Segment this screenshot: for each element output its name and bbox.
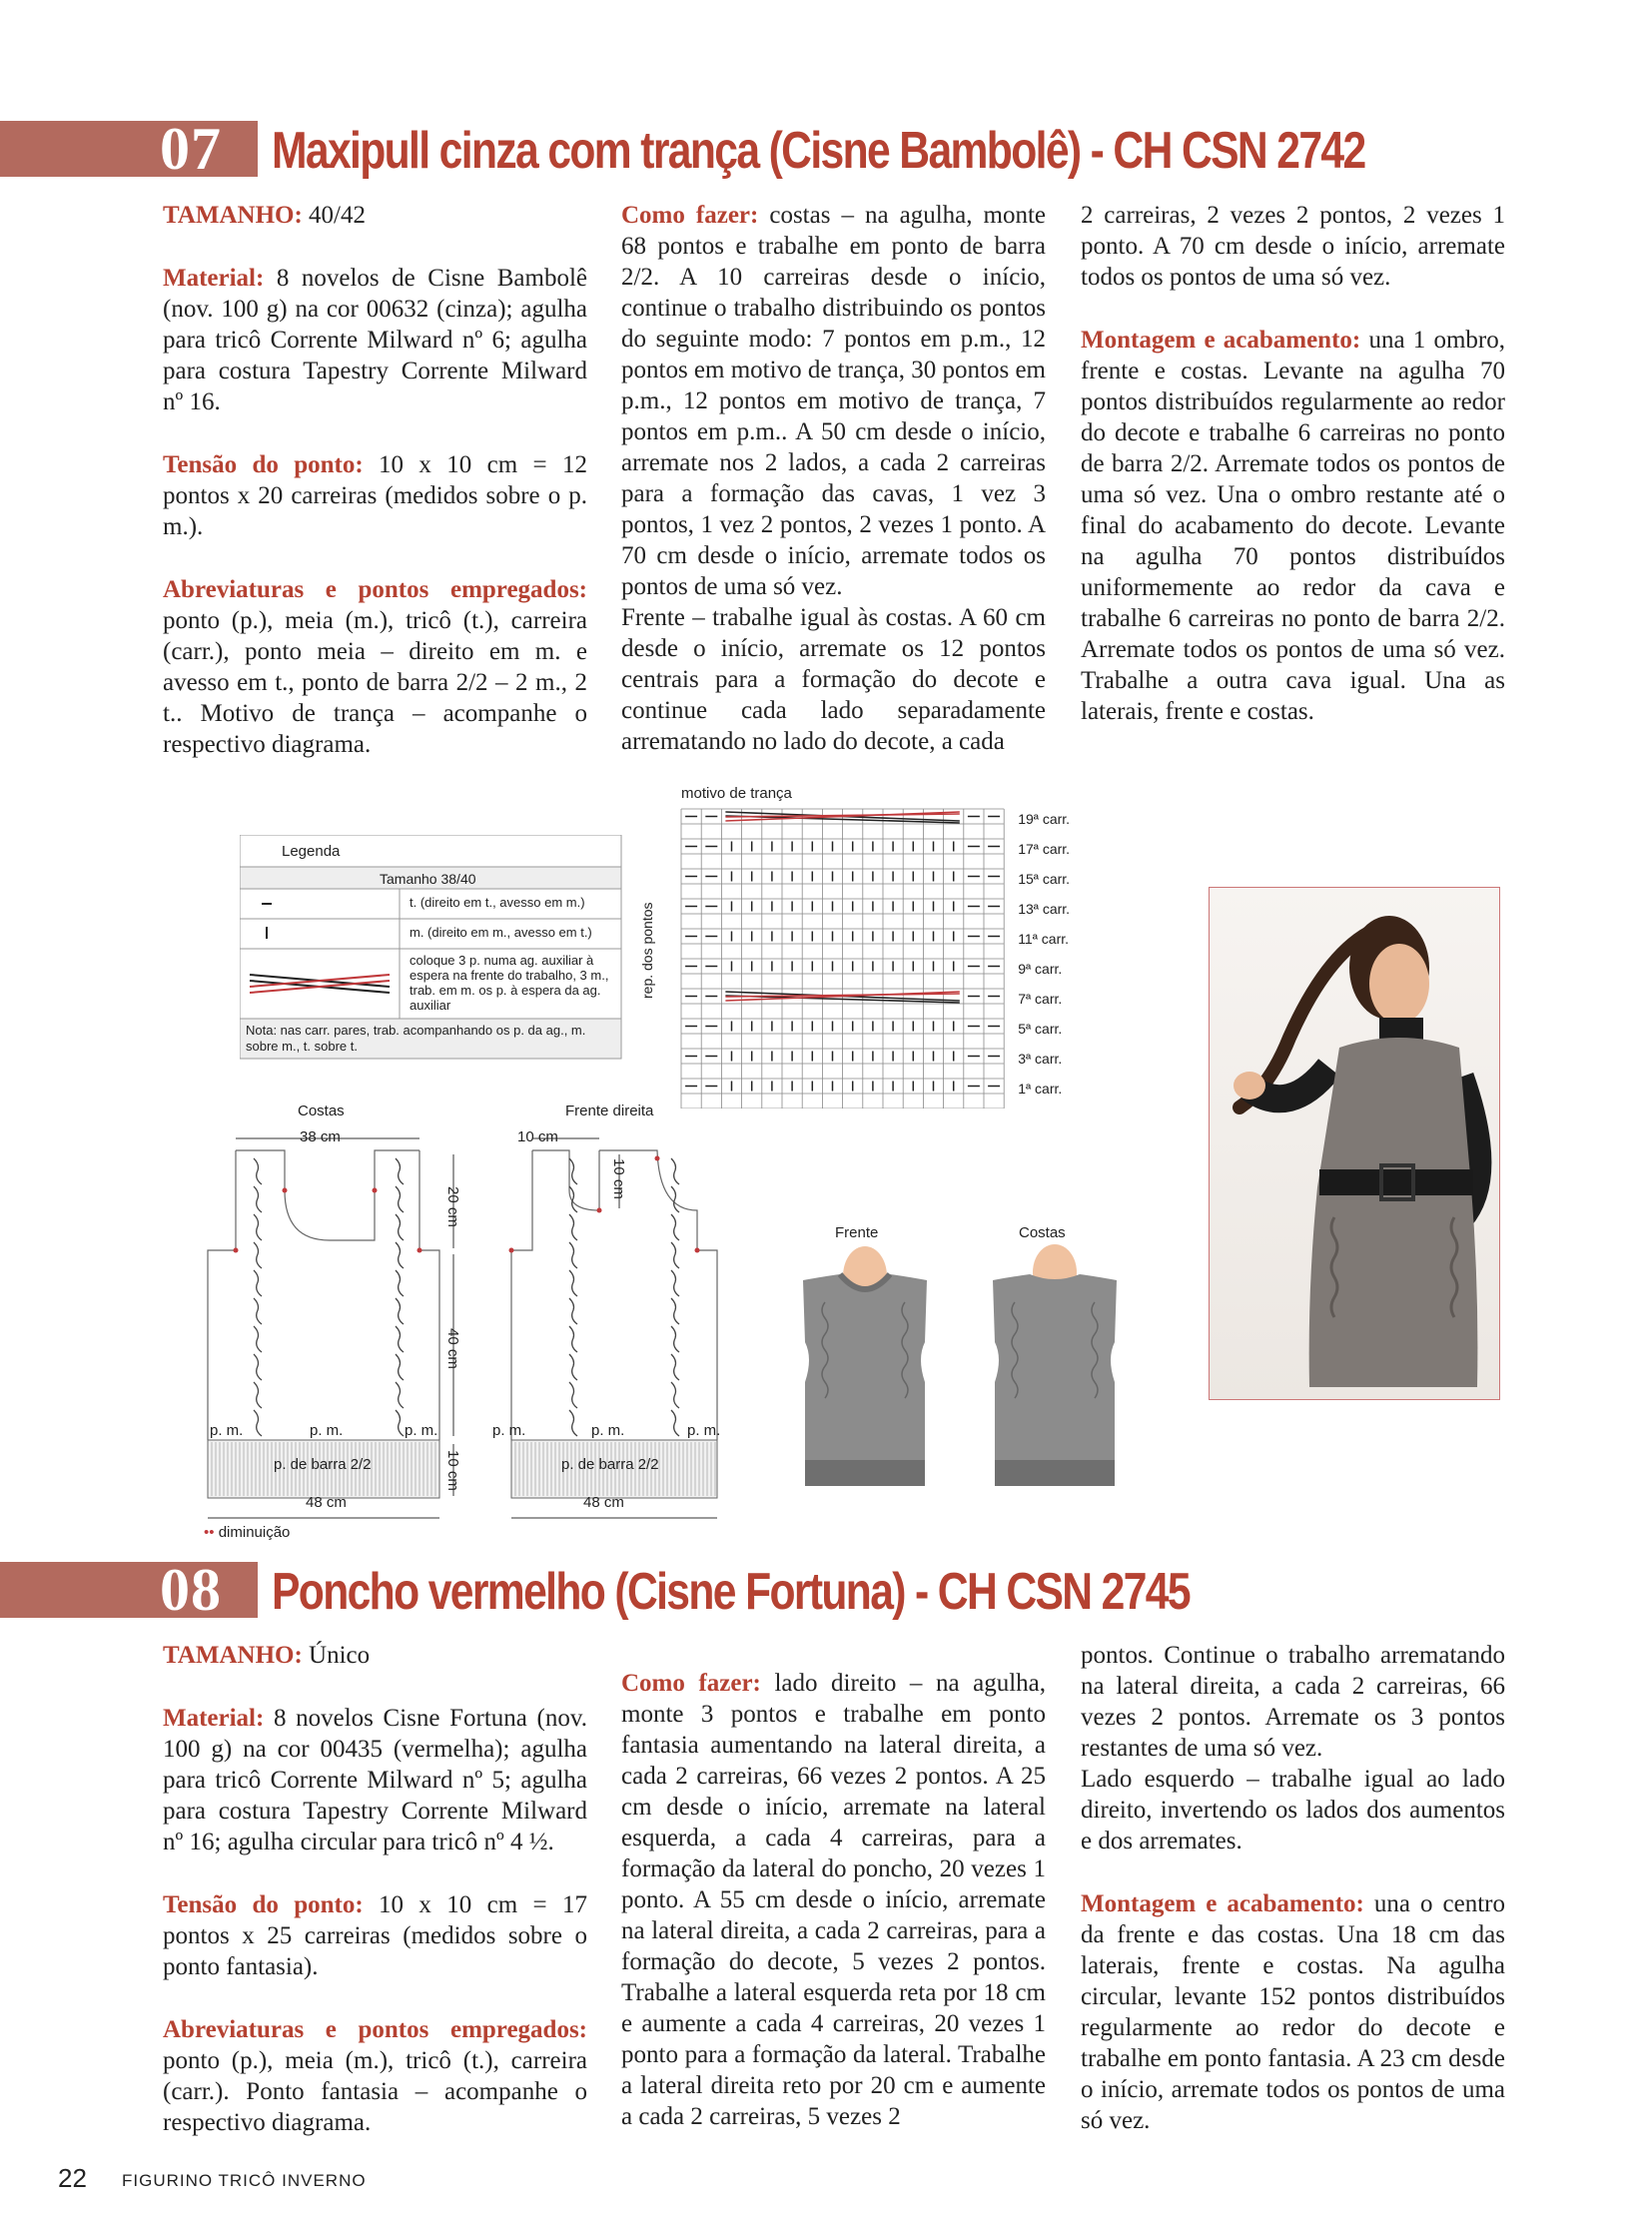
section-07-number: 07	[160, 116, 222, 182]
chart-row-label: 9ª carr.	[1018, 961, 1063, 977]
assembly-label: Montagem e acabamento:	[1081, 327, 1361, 354]
schematic-front-label: Frente direita	[565, 1103, 654, 1119]
page-number: 22	[58, 2163, 87, 2193]
material-label-08: Material:	[163, 1705, 265, 1732]
material-label: Material:	[163, 265, 265, 292]
legend-row3: coloque 3 p. numa ag. auxiliar à espera na frente do trabalho, 3 m., trab. em m. os p. à espera da ag. auxiliar	[410, 953, 609, 1013]
dim-40cm: 40 cm	[444, 1328, 461, 1369]
how-to-text: costas – na agulha, monte 68 pontos e trabalhe em ponto de barra 2/2. A 10 carreiras desde o início, continue o trabalho distribuindo os pontos do seguinte modo: 7 pontos em p.m., 12 pontos em motivo de trança, 30 pontos em p.m., 12 pontos em motivo de trança, 7 pontos em p.m.. A 50 cm desde o início, arremate nos 2 lados, a cada 2 carreiras para a formação das cavas, 1 vez 3 pontos, 1 vez 2 pontos, 2 vezes 1 ponto. A 70 cm desde o início, arremate todos os pontos de uma só vez.	[621, 202, 1046, 600]
section-07-title: Maxipull cinza com trança (Cisne Bambolê) - CH CSN 2742	[272, 122, 1365, 180]
abbreviations-text: ponto (p.), meia (m.), tricô (t.), carreira (carr.), ponto meia – direito em m. e avesso em t., ponto de barra 2/2 – 2 m., 2 t.. Motivo de trança – acompanhe o respectivo diagrama.	[163, 607, 587, 758]
size-label-08: TAMANHO:	[163, 1642, 303, 1669]
model-photo	[1209, 887, 1500, 1400]
section-08-col1	[163, 1640, 587, 2138]
chart-row-label: 13ª carr.	[1018, 901, 1071, 917]
back-pm-right: p. m.	[405, 1422, 438, 1439]
assembly-label-08: Montagem e acabamento:	[1081, 1890, 1364, 1917]
decrease-marker-icon: ••	[204, 1524, 215, 1541]
col3-text-08: pontos. Continue o trabalho arrematando na lateral direita, a cada 2 carreiras, 66 vezes 2 pontos. Arremate os 3 pontos restantes de uma só vez.	[1081, 1642, 1505, 1762]
decrease-legend	[204, 1524, 290, 1541]
section-08-title: Poncho vermelho (Cisne Fortuna) - CH CSN 2745	[272, 1563, 1190, 1621]
garment-front-illustration	[785, 1242, 945, 1498]
chart-side-label: rep. dos pontos	[639, 902, 655, 999]
assembly-text: una 1 ombro, frente e costas. Levante na agulha 70 pontos distribuídos regularmente ao redor do decote e trabalhe 6 carreiras no ponto de barra 2/2. Arremate todos os pontos de uma só vez. Una o ombro restante até o final do acabamento do decote. Levante na agulha 70 pontos distribuídos uniformemente ao redor da cava e trabalhe 6 carreiras no ponto de barra 2/2. Arremate todos os pontos de uma só vez. Trabalhe a outra cava igual. Una as laterais, frente e costas.	[1081, 327, 1505, 725]
chart-row-label: 1ª carr.	[1018, 1081, 1063, 1097]
section-08-col2	[621, 1668, 1046, 2132]
legend-row1: t. (direito em t., avesso em m.)	[410, 895, 585, 910]
schematic-drawing	[200, 1118, 739, 1538]
front-pm-center: p. m.	[591, 1422, 625, 1439]
dim-38cm: 38 cm	[300, 1128, 341, 1145]
legend-size: Tamanho 38/40	[380, 871, 476, 887]
material-text: 8 novelos de Cisne Bambolê (nov. 100 g) na cor 00632 (cinza); agulha para tricô Corrente Milward nº 6; agulha para costura Tapestry Corrente Milward nº 16.	[163, 265, 587, 415]
back-pm-left: p. m.	[210, 1422, 244, 1439]
chart-row-label: 7ª carr.	[1018, 991, 1063, 1007]
tension-text: 10 x 10 cm = 12 pontos x 20 carreiras (medidos sobre o p. m.).	[163, 451, 587, 540]
legend-title: Legenda	[282, 843, 341, 860]
how-to-label-08: Como fazer:	[621, 1670, 761, 1697]
section-07-col1	[163, 200, 587, 760]
dim-20cm: 20 cm	[444, 1186, 461, 1227]
chart-row-label: 11ª carr.	[1018, 931, 1070, 947]
section-08-col3	[1081, 1640, 1505, 2136]
tension-label: Tensão do ponto:	[163, 451, 364, 478]
section-08-number: 08	[160, 1557, 222, 1623]
how-to-text-08: lado direito – na agulha, monte 3 pontos e trabalhe em ponto fantasia aumentando na lateral direita, a cada 2 carreiras, 66 vezes 2 pontos. A 25 cm desde o início, arremate na lateral esquerda, a cada 4 carreiras, para a formação da lateral do poncho, 20 vezes 1 ponto. A 55 cm desde o início, arremate na lateral direita, a cada 2 carreiras, para a formação do decote, 5 vezes 2 pontos. Trabalhe a lateral esquerda reta por 18 cm e aumente a cada 4 carreiras, 20 vezes 1 ponto para a formação da lateral. Trabalhe a lateral direita reto por 20 cm e aumente a cada 2 carreiras, 5 vezes 2	[621, 1670, 1046, 2130]
dim-10cm-height-b: 10 cm	[444, 1450, 461, 1491]
material-text-08: 8 novelos Cisne Fortuna (nov. 100 g) na cor 00435 (vermelha); agulha para tricô Corrente Milward nº 5; agulha para costura Tapestry Corrente Milward nº 16; agulha circular para tricô nº 4 ½.	[163, 1705, 587, 1855]
dim-10cm-width: 10 cm	[517, 1128, 558, 1145]
front-pm-left: p. m.	[492, 1422, 526, 1439]
legend-note: Nota: nas carr. pares, trab. acompanhando os p. da ag., m. sobre m., t. sobre t.	[246, 1023, 586, 1054]
magazine-name: FIGURINO TRICÔ INVERNO	[122, 2171, 367, 2190]
how-to-label: Como fazer:	[621, 202, 759, 229]
section-08-header	[0, 1557, 1652, 1623]
col3-text: 2 carreiras, 2 vezes 2 pontos, 2 vezes 1 ponto. A 70 cm desde o início, arremate todos os pontos de uma só vez.	[1081, 202, 1505, 291]
front-text: Frente – trabalhe igual às costas. A 60 cm desde o início, arremate os 12 pontos centrais para a formação do decote e continue cada lado separadamente arrematando no lado do decote, a cada	[621, 604, 1046, 755]
size-value: 40/42	[302, 202, 366, 229]
chart-row-label: 17ª carr.	[1018, 841, 1071, 857]
tension-text-08: 10 x 10 cm = 17 pontos x 25 carreiras (medidos sobre o ponto fantasia).	[163, 1891, 587, 1980]
chart-title: motivo de trança	[681, 785, 792, 802]
left-side-text-08: Lado esquerdo – trabalhe igual ao lado direito, invertendo os lados dos aumentos e dos arremates.	[1081, 1766, 1505, 1854]
front-pm-right: p. m.	[687, 1422, 721, 1439]
section-07-header	[0, 116, 1652, 182]
back-rib-label: p. de barra 2/2	[274, 1456, 372, 1473]
chart-row-label: 15ª carr.	[1018, 871, 1071, 887]
legend-row2: m. (direito em m., avesso em t.)	[410, 925, 592, 940]
decrease-label: diminuição	[218, 1524, 291, 1541]
chart-row-label: 19ª carr.	[1018, 811, 1071, 827]
size-value-08: Único	[302, 1642, 371, 1669]
legend-box	[240, 835, 623, 1069]
section-07-col2	[621, 200, 1046, 757]
garment-front-label: Frente	[835, 1224, 879, 1241]
assembly-text-08: una o centro da frente e das costas. Una 18 cm das laterais, frente e costas. Na agulha circular, levante 152 pontos distribuídos regularmente ao redor do decote e trabalhe em ponto fantasia. A 23 cm desde o início, arremate todos os pontos de uma só vez.	[1081, 1890, 1506, 2134]
dim-48cm-back: 48 cm	[306, 1494, 347, 1511]
back-pm-center: p. m.	[310, 1422, 344, 1439]
model-photo-image	[1210, 888, 1499, 1399]
abbreviations-label-08: Abreviaturas e pontos empregados:	[163, 2016, 587, 2043]
cable-chart	[679, 807, 1059, 1108]
chart-row-label: 5ª carr.	[1018, 1021, 1063, 1037]
garment-back-label: Costas	[1019, 1224, 1066, 1241]
abbreviations-text-08: ponto (p.), meia (m.), tricô (t.), carreira (carr.). Ponto fantasia – acompanhe o respectivo diagrama.	[163, 2047, 587, 2136]
garment-back-illustration	[975, 1242, 1135, 1498]
front-rib-label: p. de barra 2/2	[561, 1456, 659, 1473]
schematic-back-label: Costas	[298, 1103, 345, 1119]
chart-row-label: 3ª carr.	[1018, 1051, 1063, 1067]
size-label: TAMANHO:	[163, 202, 303, 229]
dim-10cm-height-a: 10 cm	[610, 1158, 627, 1199]
abbreviations-label: Abreviaturas e pontos empregados:	[163, 576, 587, 603]
dim-48cm-front: 48 cm	[583, 1494, 624, 1511]
section-07-col3	[1081, 200, 1505, 727]
tension-label-08: Tensão do ponto:	[163, 1891, 364, 1918]
